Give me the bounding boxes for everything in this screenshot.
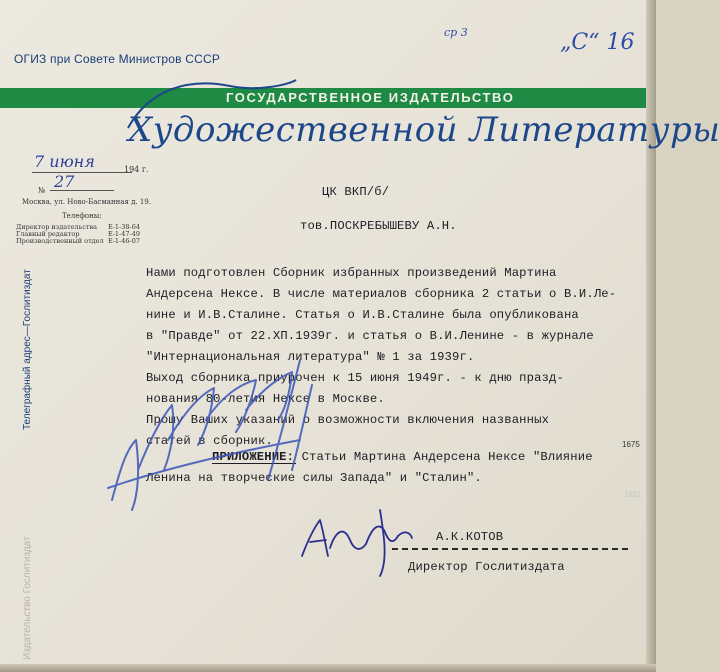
phone-number: Е-1-47-49 [107, 230, 140, 238]
publisher-address: Москва, ул. Ново-Басманная д. 19. [22, 198, 151, 206]
phone-label: Главный редактор [16, 230, 80, 238]
signer-name: А.К.КОТОВ [436, 530, 504, 544]
faint-archive-number: 1611 [624, 490, 642, 499]
addressee-person: тов.ПОСКРЕБЫШЕВУ А.Н. [300, 219, 457, 233]
attachment-label: ПРИЛОЖЕНИЕ: [212, 450, 295, 464]
phone-label: Директор издательства [16, 223, 98, 231]
phones-heading: Телефоны: [62, 212, 102, 220]
telegraph-address-vertical: Телеграфный адрес—Гослитиздат [22, 269, 33, 430]
addressee-org: ЦК ВКП/б/ [322, 185, 390, 199]
body-line: статей в сборник. [146, 434, 273, 448]
phone-number: Е-1-38-64 [107, 223, 140, 231]
faint-vertical-text: Издательство Гослитиздат [22, 536, 33, 660]
body-line: в "Правде" от 22.ХП.1939г. и статья о В.И.Ленине - в журнале [146, 329, 594, 343]
archive-number: 1675 [622, 440, 640, 449]
pencil-resolution-scribble [108, 360, 312, 510]
phone-number: Е-1-46-07 [107, 237, 140, 245]
attachment-line-2: Ленина на творческие силы Запада" и "Сталин". [146, 471, 482, 485]
year-label: 194 г. [124, 165, 149, 174]
body-line: нине и И.В.Сталине. Статья о И.В.Сталине была опубликована [146, 308, 579, 322]
body-line: Выход сборника приурочен к 15 июня 1949г. - к дню празд- [146, 371, 564, 385]
corner-note-2: „С“ 16 [560, 30, 635, 55]
signer-title: Директор Гослитиздата [408, 560, 565, 574]
phone-label: Производственный отдел [16, 237, 104, 245]
body-line: Андерсена Нексе. В числе материалов сборника 2 статьи о В.И.Ле- [146, 287, 617, 301]
director-signature [302, 510, 412, 576]
handwritten-date: 7 июня [34, 152, 95, 171]
number-label: № [38, 186, 46, 195]
attachment-text: Статьи Мартина Андерсена Нексе "Влияние [294, 450, 593, 464]
publisher-script-title: Художественной Литературы [128, 110, 720, 150]
handwritten-number: 27 [54, 172, 75, 191]
body-line: Прошу Ваших указаний о возможности включения названных [146, 413, 550, 427]
ogiz-header: ОГИЗ при Совете Министров СССР [14, 52, 221, 66]
body-line: Нами подготовлен Сборник избранных произведений Мартина [146, 266, 557, 280]
body-line: "Интернациональная литература" № 1 за 1939г. [146, 350, 475, 364]
body-line: нования 80-летия Нексе в Москве. [146, 392, 385, 406]
state-publishing-label: ГОСУДАРСТВЕННОЕ ИЗДАТЕЛЬСТВО [226, 90, 515, 105]
corner-note-1: ср 3 [444, 26, 468, 39]
